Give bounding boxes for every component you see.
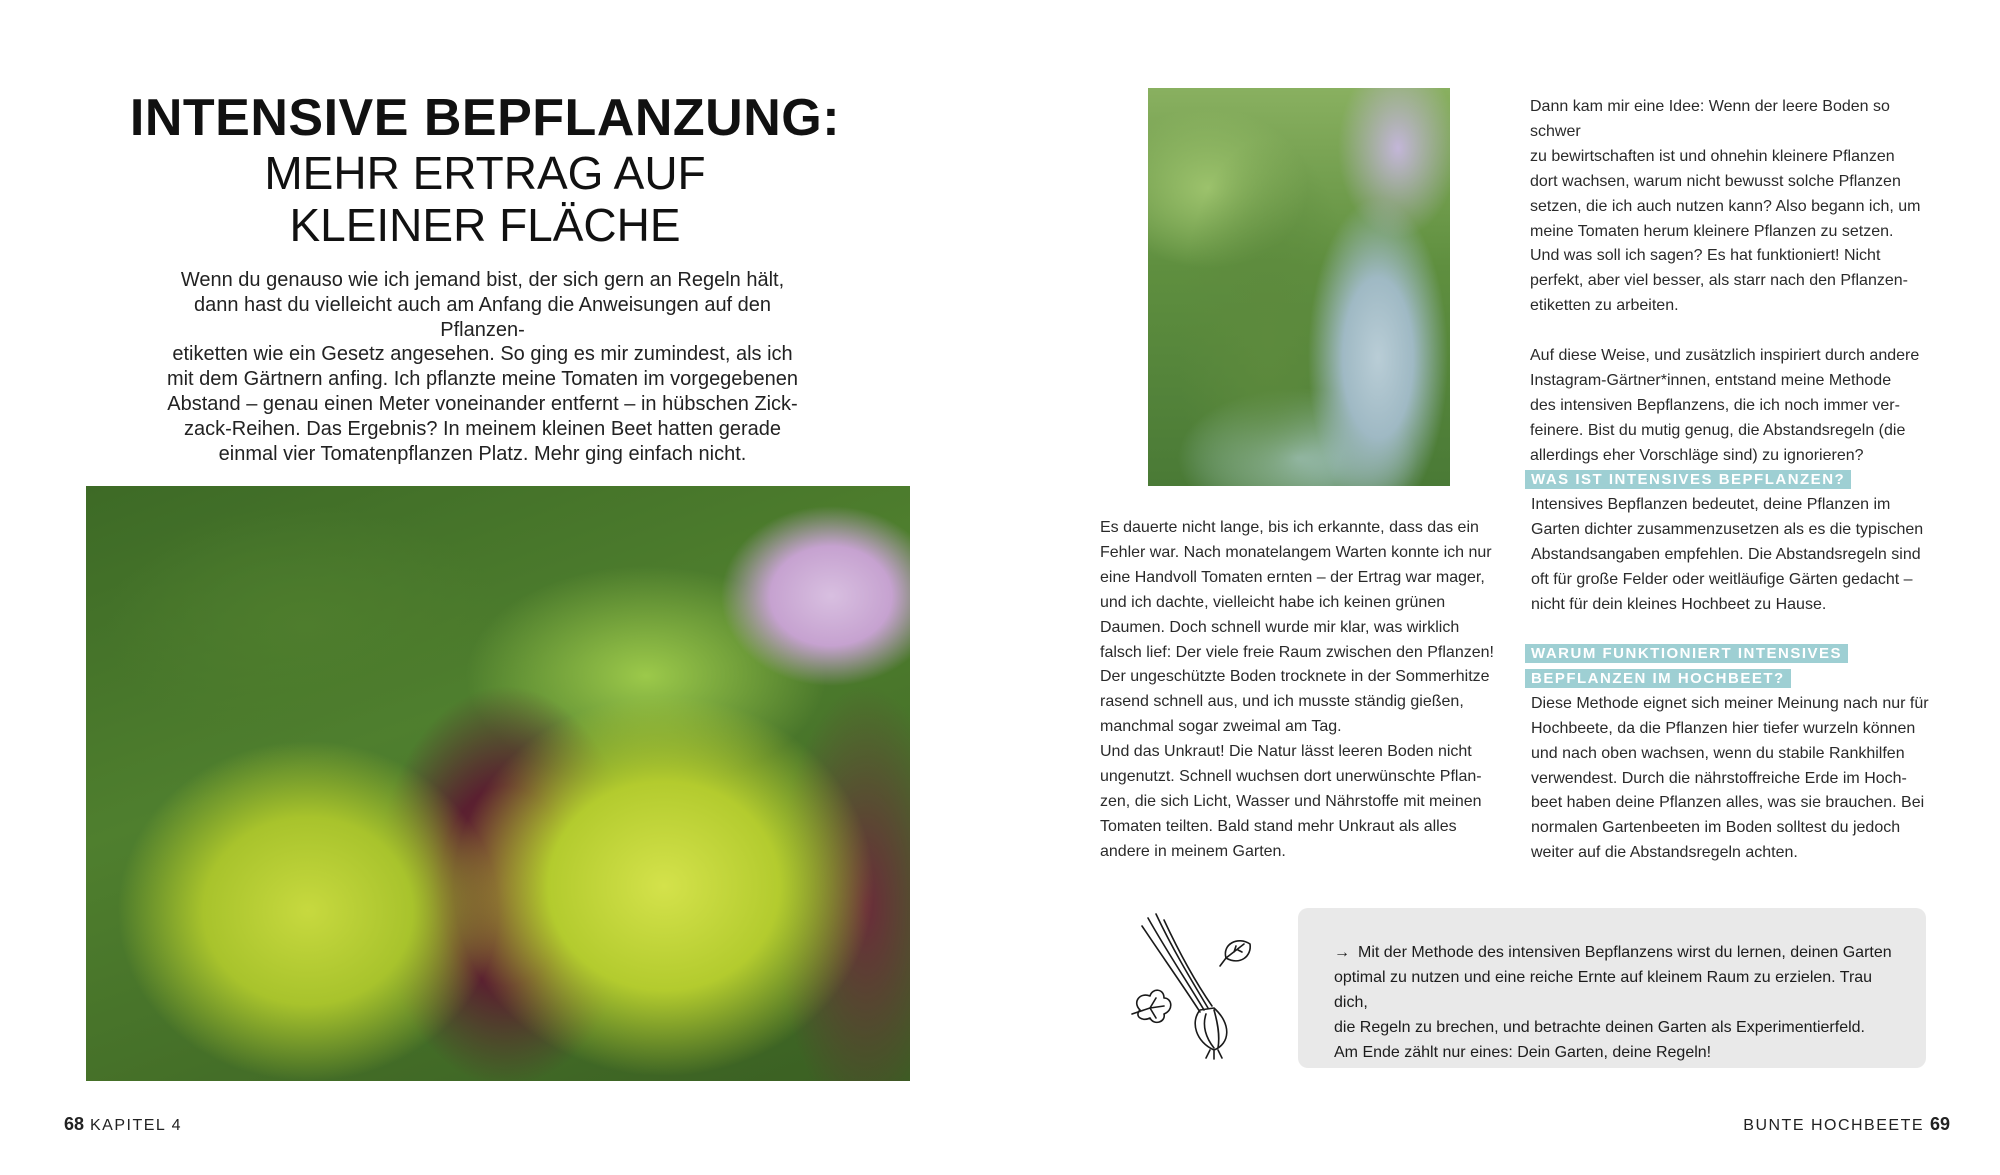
text-line: normalen Gartenbeeten im Boden solltest du jedoch xyxy=(1531,819,1901,837)
section-heading: WAS IST INTENSIVES BEPFLANZEN? xyxy=(1525,470,1851,489)
text-line: Tomaten teilten. Bald stand mehr Unkraut als alles xyxy=(1100,817,1457,835)
intro-line: etiketten wie ein Gesetz angesehen. So ging es mir zumindest, als ich xyxy=(172,343,793,366)
text-line: perfekt, aber viel besser, als starr nach den Pflanzen- xyxy=(1530,272,1908,290)
right-paragraph-1 xyxy=(1530,95,1935,319)
text-line: ungenutzt. Schnell wuchsen dort unerwünschte Pflan- xyxy=(1100,768,1482,786)
section-why-works xyxy=(1525,642,1945,866)
intro-line: Wenn du genauso wie ich jemand bist, der sich gern an Regeln hält, xyxy=(180,269,785,291)
text-line: etiketten zu arbeiten. xyxy=(1530,297,1679,315)
tip-line: optimal zu nutzen und eine reiche Ernte auf kleinem Raum zu erzielen. Trau dich, xyxy=(1334,969,1873,1011)
running-head-left: KAPITEL 4 xyxy=(89,1117,183,1134)
intro-line: dann hast du vielleicht auch am Anfang die Anweisungen auf den Pflanzen- xyxy=(193,293,772,341)
text-line: Daumen. Doch schnell wurde mir klar, was wirklich xyxy=(1100,618,1460,636)
text-line: andere in meinem Garten. xyxy=(1100,842,1286,860)
tip-line: Mit der Methode des intensiven Bepflanzens wirst du lernen, deinen Garten xyxy=(1358,944,1892,961)
intro-paragraph xyxy=(160,268,805,466)
text-line: feinere. Bist du mutig genug, die Abstandsregeln (die xyxy=(1530,421,1906,439)
middle-column-text xyxy=(1100,516,1500,865)
text-line: allerdings eher Vorschläge sind) zu ignorieren? xyxy=(1530,446,1864,464)
text-line: Abstandsangaben empfehlen. Die Abstandsregeln sind xyxy=(1531,545,1921,563)
text-line: Fehler war. Nach monatelangem Warten konnte ich nur xyxy=(1100,543,1492,561)
title-line-3: KLEINER FLÄCHE xyxy=(289,199,681,251)
title-line-2: MEHR ERTRAG AUF xyxy=(264,147,706,199)
text-line: rasend schnell aus, und ich musste ständig gießen, xyxy=(1100,693,1464,711)
intro-line: einmal vier Tomatenpflanzen Platz. Mehr ging einfach nicht. xyxy=(218,442,747,465)
text-line: oft für große Felder oder weitläufige Gärten gedacht – xyxy=(1531,570,1913,588)
page-title xyxy=(60,89,910,251)
text-line: weiter auf die Abstandsregeln achten. xyxy=(1531,844,1798,862)
text-line: Instagram-Gärtner*innen, entstand meine Methode xyxy=(1530,371,1892,389)
text-line: Und was soll ich sagen? Es hat funktioniert! Nicht xyxy=(1530,247,1881,265)
section-what-is xyxy=(1525,468,1945,617)
spring-onion-herbs-icon xyxy=(1126,910,1266,1060)
section-heading: WARUM FUNKTIONIERT INTENSIVES xyxy=(1525,644,1848,663)
text-line: beet haben deine Pflanzen alles, was sie brauchen. Bei xyxy=(1531,794,1925,812)
text-line: meine Tomaten herum kleinere Pflanzen zu setzen. xyxy=(1530,222,1894,240)
text-line: Garten dichter zusammenzusetzen als es die typischen xyxy=(1531,520,1924,538)
text-line: Auf diese Weise, und zusätzlich inspiriert durch andere xyxy=(1530,347,1920,365)
page-number-right: 69 xyxy=(1929,1114,1950,1134)
intro-line: zack-Reihen. Das Ergebnis? In meinem kleinen Beet hatten gerade xyxy=(183,417,781,440)
text-line: Hochbeete, da die Pflanzen hier tiefer wurzeln können xyxy=(1531,719,1916,737)
text-line: nicht für dein kleines Hochbeet zu Hause. xyxy=(1531,595,1827,613)
tip-line: Am Ende zählt nur eines: Dein Garten, deine Regeln! xyxy=(1334,1044,1712,1061)
text-line: dort wachsen, warum nicht bewusst solche Pflanzen xyxy=(1530,172,1901,190)
page-number-left: 68 xyxy=(64,1114,85,1134)
section-heading: BEPFLANZEN IM HOCHBEET? xyxy=(1525,669,1791,688)
running-head-right: BUNTE HOCHBEETE xyxy=(1743,1117,1925,1134)
text-line: Intensives Bepflanzen bedeutet, deine Pflanzen im xyxy=(1531,495,1891,513)
right-column-text xyxy=(1530,95,1935,493)
text-line: zu bewirtschaften ist und ohnehin kleinere Pflanzen xyxy=(1530,147,1895,165)
text-line: setzen, die ich auch nutzen kann? Also begann ich, um xyxy=(1530,197,1921,215)
text-line: zen, die sich Licht, Wasser und Nährstoffe mit meinen xyxy=(1100,792,1482,810)
lettuce-bed-photo xyxy=(86,486,910,1081)
intro-line: Abstand – genau einen Meter voneinander entfernt – in hübschen Zick- xyxy=(167,392,798,415)
text-line: Der ungeschützte Boden trocknete in der Sommerhitze xyxy=(1100,668,1490,686)
text-line: Diese Methode eignet sich meiner Meinung nach nur für xyxy=(1531,694,1929,712)
title-line-1: INTENSIVE BEPFLANZUNG: xyxy=(129,89,841,147)
intro-line: mit dem Gärtnern anfing. Ich pflanzte meine Tomaten im vorgegebenen xyxy=(166,368,799,391)
arrow-right-icon: → xyxy=(1334,944,1350,961)
right-paragraph-2 xyxy=(1530,344,1935,469)
text-line: Dann kam mir eine Idee: Wenn der leere Boden so schwer xyxy=(1530,98,1890,140)
text-line: Es dauerte nicht lange, bis ich erkannte, dass das ein xyxy=(1100,519,1479,536)
tip-text xyxy=(1334,940,1904,1065)
text-line: Und das Unkraut! Die Natur lässt leeren Boden nicht xyxy=(1100,743,1472,761)
text-line: des intensiven Bepflanzens, die ich noch immer ver- xyxy=(1530,396,1900,414)
tip-line: die Regeln zu brechen, und betrachte deinen Garten als Experimentierfeld. xyxy=(1334,1019,1865,1036)
text-line: verwendest. Durch die nährstoffreiche Erde im Hoch- xyxy=(1531,769,1907,787)
folio-right xyxy=(1743,1114,1950,1135)
folio-left xyxy=(64,1114,182,1135)
text-line: manchmal sogar zweimal am Tag. xyxy=(1100,718,1342,736)
text-line: falsch lief: Der viele freie Raum zwischen den Pflanzen! xyxy=(1100,643,1494,661)
text-line: und ich dachte, vielleicht habe ich keinen grünen xyxy=(1100,593,1446,611)
text-line: eine Handvoll Tomaten ernten – der Ertrag war mager, xyxy=(1100,568,1485,586)
text-line: und nach oben wachsen, wenn du stabile Rankhilfen xyxy=(1531,744,1905,762)
herb-bed-photo xyxy=(1148,88,1450,486)
